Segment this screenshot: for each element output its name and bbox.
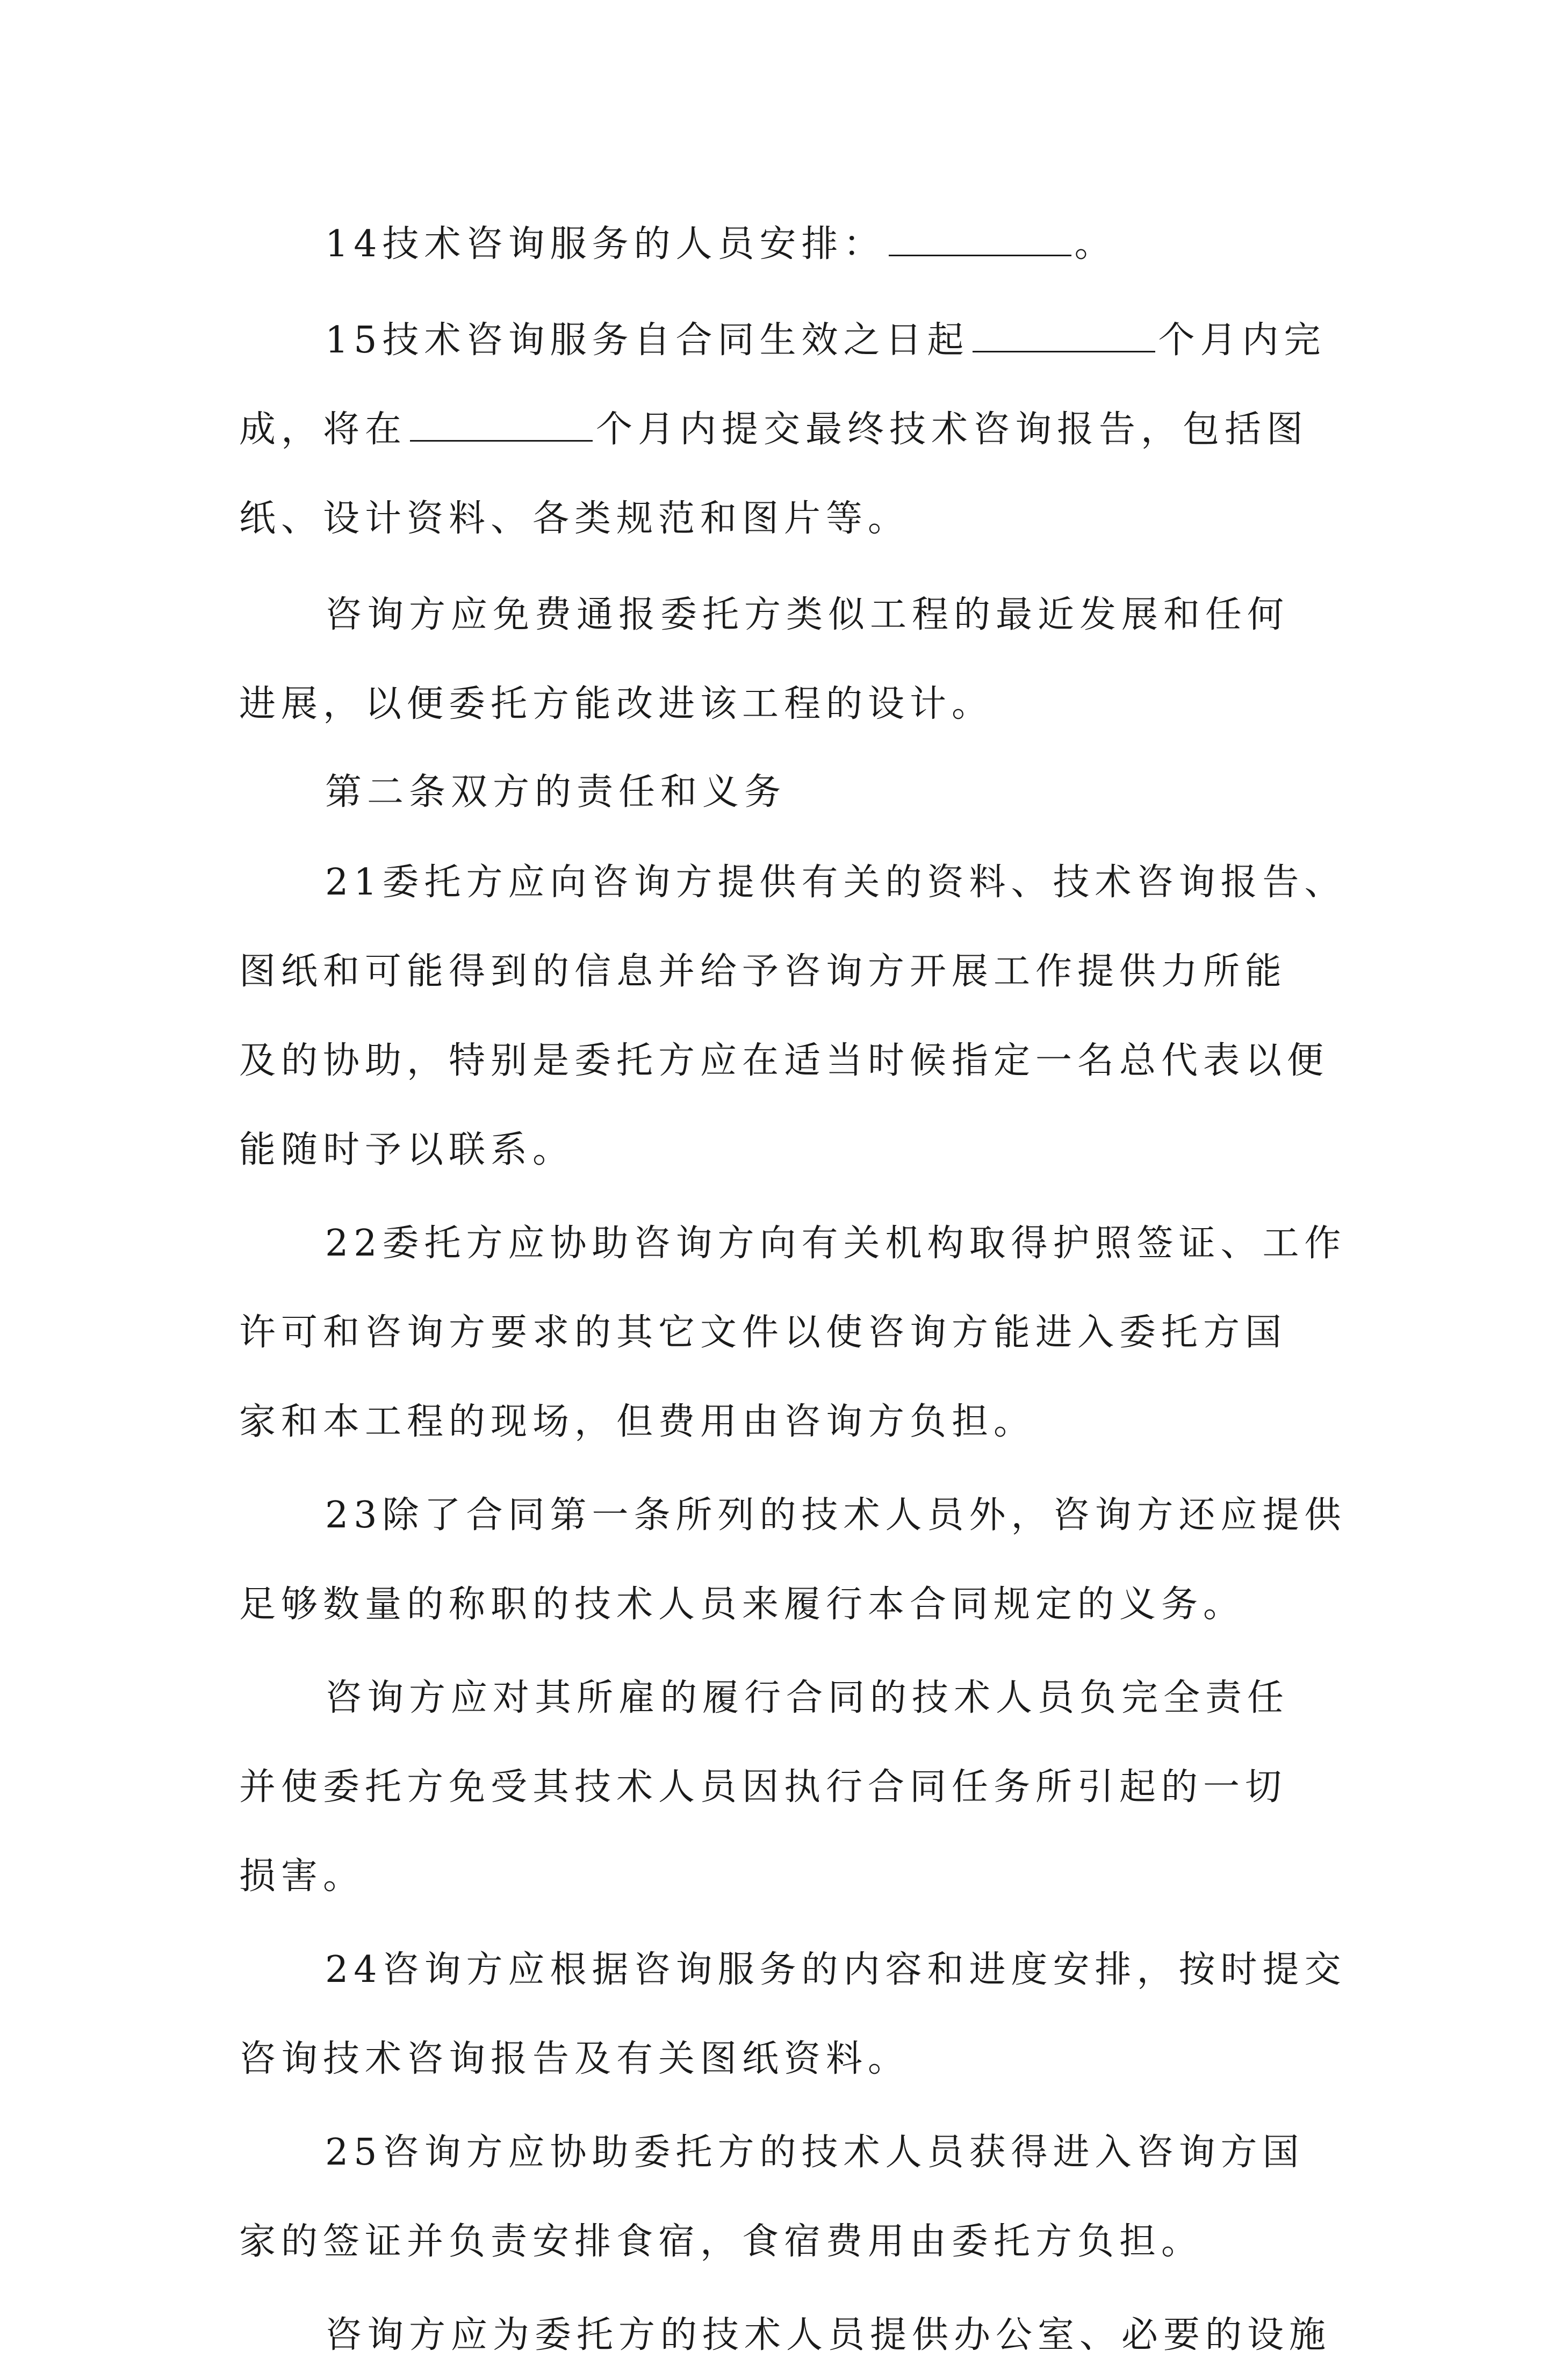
paragraph-15-line-2: [239, 385, 1335, 474]
paragraph-22-line-1: 22委托方应协助咨询方向有关机构取得护照签证、工作: [325, 1222, 1347, 1265]
paragraph-office-line-1: 咨询方应为委托方的技术人员提供办公室、必要的设施: [325, 2314, 1331, 2356]
paragraph-23-line-1: 23除了合同第一条所列的技术人员外，咨询方还应提供: [325, 1494, 1347, 1537]
clause-14-end: 。: [1074, 223, 1117, 265]
paragraph-notify-line-1: 咨询方应免费通报委托方类似工程的最近发展和任何: [325, 594, 1290, 636]
paragraph-15-line-3: 纸、设计资料、各类规范和图片等。: [239, 497, 910, 540]
paragraph-22-line-3: 家和本工程的现场，但费用由咨询方负担。: [239, 1401, 1036, 1443]
paragraph-liability-line-1: 咨询方应对其所雇的履行合同的技术人员负完全责任: [325, 1677, 1290, 1719]
paragraph-notify-line-2: 进展，以便委托方能改进该工程的设计。: [239, 683, 994, 725]
clause-15-text-a: 15技术咨询服务自合同生效之日起: [325, 319, 969, 362]
paragraph-25-line-2: 家的签证并负责安排食宿，食宿费用由委托方负担。: [239, 2220, 1204, 2263]
article-2-heading: 第二条双方的责任和义务: [325, 771, 787, 813]
blank-line: [410, 408, 593, 442]
paragraph-21-line-2: 图纸和可能得到的信息并给予咨询方开展工作提供力所能: [239, 950, 1287, 993]
document-page: [239, 200, 1347, 2380]
blank-line: [889, 222, 1071, 256]
paragraph-25-line-1: 25咨询方应协助委托方的技术人员获得进入咨询方国: [325, 2131, 1305, 2174]
paragraph-24-line-2: 咨询技术咨询报告及有关图纸资料。: [239, 2038, 910, 2080]
paragraph-liability-line-3: 损害。: [239, 1855, 365, 1898]
paragraph-liability-line-2: 并使委托方免受其技术人员因执行合同任务所引起的一切: [239, 1766, 1287, 1808]
paragraph-23-line-2: 足够数量的称职的技术人员来履行本合同规定的义务。: [239, 1583, 1246, 1626]
blank-line: [973, 319, 1155, 352]
paragraph-21-line-1: 21委托方应向咨询方提供有关的资料、技术咨询报告、: [325, 861, 1347, 904]
clause-15-text-d: 个月内提交最终技术咨询报告，包括图: [596, 408, 1309, 451]
paragraph-22-line-2: 许可和咨询方要求的其它文件以使咨询方能进入委托方国: [239, 1311, 1287, 1354]
paragraph-24-line-1: 24咨询方应根据咨询服务的内容和进度安排，按时提交: [325, 1949, 1347, 1991]
paragraph-21-line-4: 能随时予以联系。: [239, 1129, 575, 1171]
paragraph-14-line-1: [239, 200, 1335, 289]
paragraph-15-line-1: [239, 296, 1335, 385]
clause-15-text-c: 成，将在: [239, 408, 407, 451]
clause-15-text-b: 个月内完: [1158, 319, 1326, 362]
paragraph-21-line-3: 及的协助，特别是委托方应在适当时候指定一名总代表以便: [239, 1040, 1329, 1082]
clause-14-text: 14技术咨询服务的人员安排：: [325, 223, 886, 265]
